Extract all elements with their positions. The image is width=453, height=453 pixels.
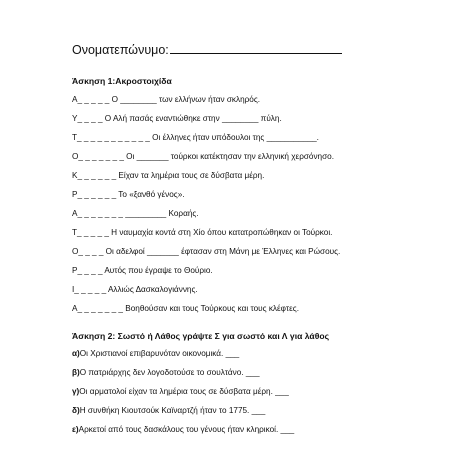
acrostic-line: Κ_ _ _ _ _ _ Είχαν τα λημέρια τους σε δύσβατα μέρη. — [72, 171, 265, 180]
true-false-item — [72, 368, 260, 377]
name-blank[interactable] — [170, 41, 342, 54]
name-field[interactable] — [72, 41, 342, 57]
acrostic-line: Ι_ _ _ _ _ Αλλιώς Δασκαλογιάννης. — [72, 285, 198, 294]
item-letter: ε) — [72, 425, 79, 434]
item-text: Η συνθήκη Κιουτσούκ Καϊναρτζή ήταν το 1775. ___ — [79, 406, 266, 415]
acrostic-line: Τ_ _ _ _ _ Η ναυμαχία κοντά στη Χίο όπου κατατροπώθηκαν οι Τούρκοι. — [72, 228, 333, 237]
true-false-item — [72, 349, 239, 358]
exercise2-title: Άσκηση 2: Σωστό ή Λάθος γράψτε Σ για σωστό και Λ για λάθος — [72, 331, 330, 341]
item-letter: δ) — [72, 406, 80, 415]
item-text: Αρκετοί από τους δασκάλους του γένους ήταν κληρικοί. ___ — [78, 425, 295, 434]
name-label: Ονοματεπώνυμο: — [72, 43, 169, 57]
item-letter: γ) — [72, 387, 80, 396]
acrostic-line: Ρ_ _ _ _ _ _ Το «ξανθό γένος». — [72, 190, 185, 199]
exercise1-title: Άσκηση 1:Ακροστοιχίδα — [72, 76, 172, 86]
acrostic-line: Τ_ _ _ _ _ _ _ _ _ _ _ Οι έλληνες ήταν υπόδουλοι της ___________. — [72, 133, 319, 142]
true-false-item — [72, 406, 265, 415]
acrostic-line: Ρ_ _ _ _ Αυτός που έγραψε το Θούριο. — [72, 266, 213, 275]
acrostic-line: Α_ _ _ _ _ _ _ Βοηθούσαν και τους Τούρκους και τους κλέφτες. — [72, 304, 299, 313]
item-text: Οι Χριστιανοί επιβαρυνόταν οικονομικά. ___ — [79, 349, 240, 358]
acrostic-line: Ο_ _ _ _ Οι αδελφοί _______ έφτασαν στη Μάνη με Έλληνες και Ρώσους. — [72, 247, 341, 256]
item-letter: α) — [72, 349, 80, 358]
item-letter: β) — [72, 368, 80, 377]
acrostic-line: Α_ _ _ _ _ _ _ _________ Κοραής. — [72, 209, 199, 218]
acrostic-line: Ο_ _ _ _ _ _ _ Οι _______ τούρκοι κατέκτησαν την ελληνική χερσόνησο. — [72, 152, 334, 161]
true-false-item — [72, 425, 294, 434]
true-false-item — [72, 387, 289, 396]
acrostic-line: Υ_ _ _ _ Ο Αλή πασάς εναντιώθηκε στην ________ πύλη. — [72, 114, 282, 123]
item-text: Ο πατριάρχης δεν λογοδοτούσε το σουλτάνο. ___ — [79, 368, 260, 377]
item-text: Οι αρματολοί είχαν τα λημέρια τους σε δύσβατα μέρη. ___ — [79, 387, 289, 396]
acrostic-line: Α_ _ _ _ _ Ο ________ των ελλήνων ήταν σκληρός. — [72, 95, 261, 104]
